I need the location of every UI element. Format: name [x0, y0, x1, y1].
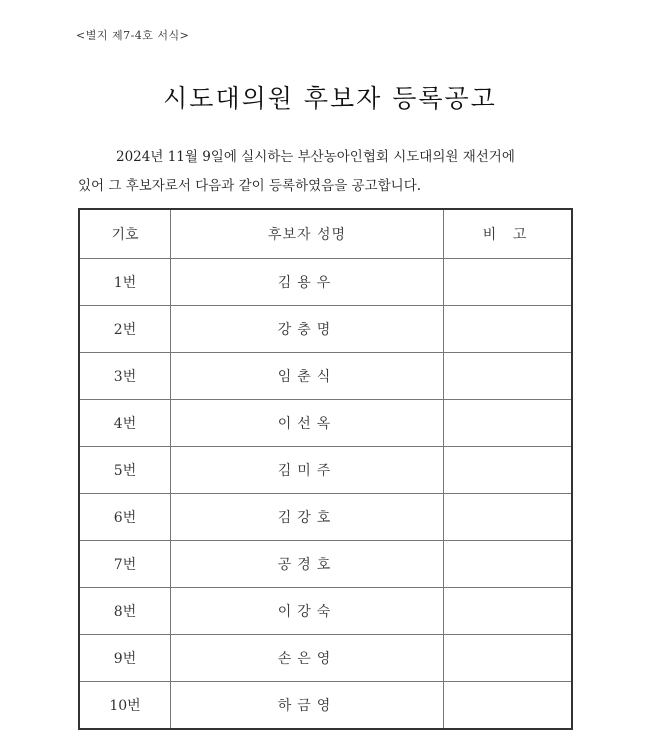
candidate-number: 3번 [79, 353, 171, 400]
table-header-row [79, 209, 572, 259]
table-row [79, 259, 572, 306]
table-row [79, 306, 572, 353]
announcement-paragraph [78, 143, 578, 201]
candidate-name: 임춘식 [171, 353, 444, 400]
candidate-name: 김미주 [171, 447, 444, 494]
table-row [79, 635, 572, 682]
candidate-number: 5번 [79, 447, 171, 494]
candidate-number: 4번 [79, 400, 171, 447]
header-name: 후보자 성명 [171, 209, 444, 259]
candidate-number: 1번 [79, 259, 171, 306]
candidate-table [78, 208, 573, 730]
candidate-note [444, 306, 573, 353]
paragraph-line-1: 2024년 11월 9일에 실시하는 부산농아인협회 시도대의원 재선거에 [116, 149, 515, 165]
candidate-note [444, 588, 573, 635]
candidate-note [444, 635, 573, 682]
candidate-name: 이강숙 [171, 588, 444, 635]
candidate-name: 김용우 [171, 259, 444, 306]
candidate-number: 7번 [79, 541, 171, 588]
candidate-note [444, 259, 573, 306]
candidate-number: 8번 [79, 588, 171, 635]
candidate-note [444, 447, 573, 494]
table-row [79, 494, 572, 541]
candidate-number: 2번 [79, 306, 171, 353]
candidate-name: 하금영 [171, 682, 444, 730]
candidate-note [444, 682, 573, 730]
candidate-name: 이선옥 [171, 400, 444, 447]
candidate-name: 손은영 [171, 635, 444, 682]
header-number: 기호 [79, 209, 171, 259]
table-row [79, 447, 572, 494]
table-row [79, 682, 572, 730]
table-row [79, 588, 572, 635]
candidate-note [444, 541, 573, 588]
page-title: 시도대의원 후보자 등록공고 [163, 83, 497, 113]
header-note: 비 고 [444, 209, 573, 259]
candidate-number: 9번 [79, 635, 171, 682]
table-row [79, 400, 572, 447]
candidate-number: 6번 [79, 494, 171, 541]
form-label: <별지 제7-4호 서식> [76, 29, 190, 42]
candidate-name: 공경호 [171, 541, 444, 588]
candidate-note [444, 494, 573, 541]
candidate-note [444, 400, 573, 447]
candidate-name: 강충명 [171, 306, 444, 353]
table-row [79, 541, 572, 588]
candidate-note [444, 353, 573, 400]
paragraph-line-2: 있어 그 후보자로서 다음과 같이 등록하였음을 공고합니다. [78, 178, 422, 194]
candidate-number: 10번 [79, 682, 171, 730]
table-row [79, 353, 572, 400]
candidate-name: 김강호 [171, 494, 444, 541]
